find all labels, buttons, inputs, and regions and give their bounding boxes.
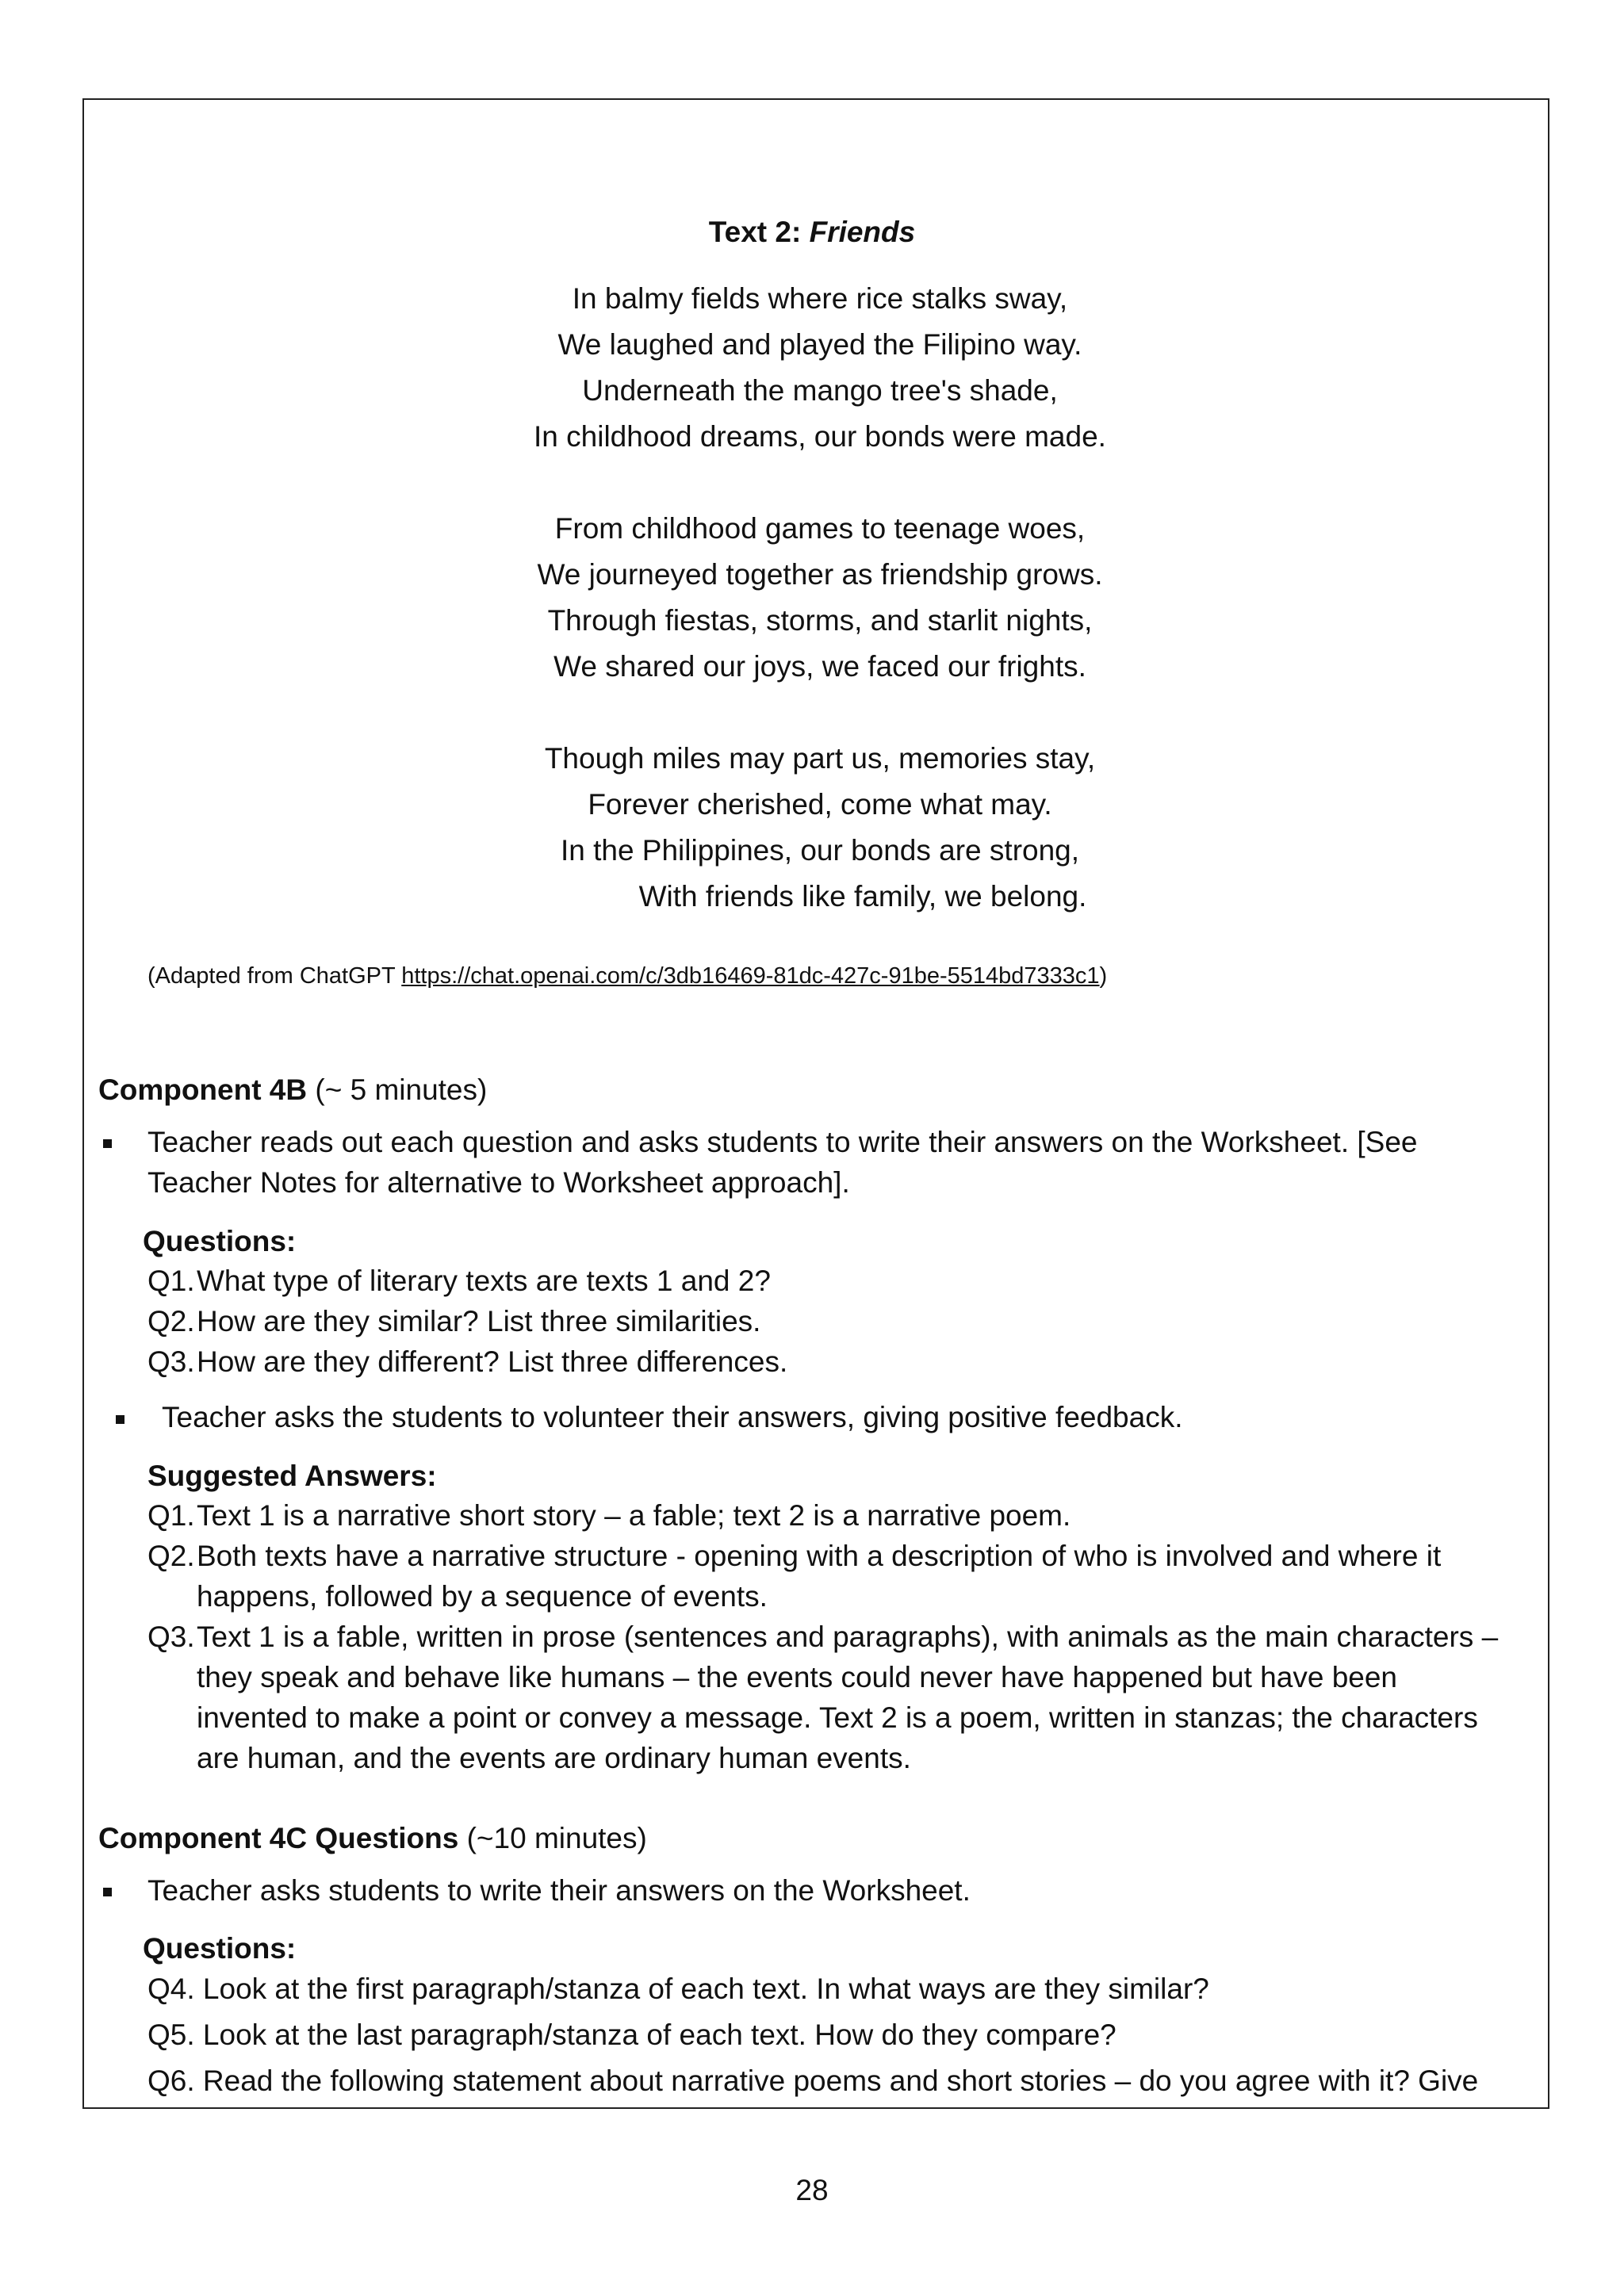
poem-body: [0, 276, 1624, 920]
poem-title-name: Friends: [809, 216, 916, 248]
answer-item: Q1.Text 1 is a narrative short story – a fable; text 2 is a narrative poem.: [147, 1499, 1071, 1532]
poem-source: (Adapted from ChatGPT https://chat.openai.com/c/3db16469-81dc-427c-91be-5514bd7333c1): [147, 963, 1108, 989]
poem-line: We shared our joys, we faced our frights.: [553, 650, 1086, 683]
questions-label: Questions:: [143, 1225, 297, 1257]
page-number: 28: [795, 2174, 829, 2206]
component-4b-heading: Component 4B (~ 5 minutes): [98, 1073, 488, 1106]
question-item: Q6. Read the following statement about narrative poems and short stories – do you agree with it? Give: [147, 2064, 1479, 2097]
answer-item-continuation: happens, followed by a sequence of events.: [197, 1580, 768, 1613]
component-4b-instruction: Teacher reads out each question and asks students to write their answers on the Worksheet. [See: [147, 1126, 1418, 1158]
poem-line: In childhood dreams, our bonds were made.: [534, 420, 1106, 453]
questions-label: Questions:: [143, 1932, 297, 1965]
bullet-marker: [103, 1888, 112, 1896]
answer-item: Q2.Both texts have a narrative structure - opening with a description of who is involved and where it: [147, 1540, 1442, 1572]
component-4c-instruction: Teacher asks students to write their answers on the Worksheet.: [147, 1874, 971, 1907]
poem-line: We laughed and played the Filipino way.: [557, 328, 1082, 361]
question-item: Q5. Look at the last paragraph/stanza of each text. How do they compare?: [147, 2019, 1116, 2051]
answer-item: Q3.Text 1 is a fable, written in prose (sentences and paragraphs), with animals as the main characters –: [147, 1621, 1499, 1653]
poem-line: Forever cherished, come what may.: [588, 788, 1052, 821]
poem-line: Through fiestas, storms, and starlit nights,: [547, 604, 1093, 637]
answer-item-continuation: are human, and the events are ordinary human events.: [197, 1742, 911, 1774]
poem-line: Though miles may part us, memories stay,: [544, 742, 1096, 775]
component-4b-instruction: Teacher asks the students to volunteer their answers, giving positive feedback.: [162, 1401, 1183, 1433]
poem-line: With friends like family, we belong.: [638, 880, 1087, 913]
question-item: Q4. Look at the first paragraph/stanza of each text. In what ways are they similar?: [147, 1973, 1209, 2005]
question-item: Q1.What type of literary texts are texts 1 and 2?: [147, 1265, 771, 1297]
component-4c-heading: Component 4C Questions (~10 minutes): [98, 1822, 647, 1854]
poem-line: Underneath the mango tree's shade,: [582, 374, 1058, 407]
poem-line: In balmy fields where rice stalks sway,: [572, 282, 1068, 315]
answer-item-continuation: they speak and behave like humans – the events could never have happened but have been: [197, 1661, 1398, 1693]
poem-line: In the Philippines, our bonds are strong,: [560, 834, 1080, 867]
suggested-answers-label: Suggested Answers:: [147, 1460, 437, 1492]
bullet-marker: [103, 1139, 112, 1148]
question-item: Q2.How are they similar? List three similarities.: [147, 1305, 761, 1337]
bullet-marker: [116, 1415, 124, 1424]
question-item: Q3.How are they different? List three differences.: [147, 1345, 788, 1378]
source-link[interactable]: https://chat.openai.com/c/3db16469-81dc-427c-91be-5514bd7333c1: [401, 963, 1100, 989]
answer-item-continuation: invented to make a point or convey a message. Text 2 is a poem, written in stanzas; the characters: [197, 1701, 1478, 1734]
poem-title: Text 2: Friends: [708, 216, 916, 248]
poem-line: We journeyed together as friendship grows.: [537, 558, 1103, 591]
poem-line: From childhood games to teenage woes,: [554, 512, 1086, 545]
component-4b-instruction: Teacher Notes for alternative to Worksheet approach].: [147, 1166, 850, 1199]
